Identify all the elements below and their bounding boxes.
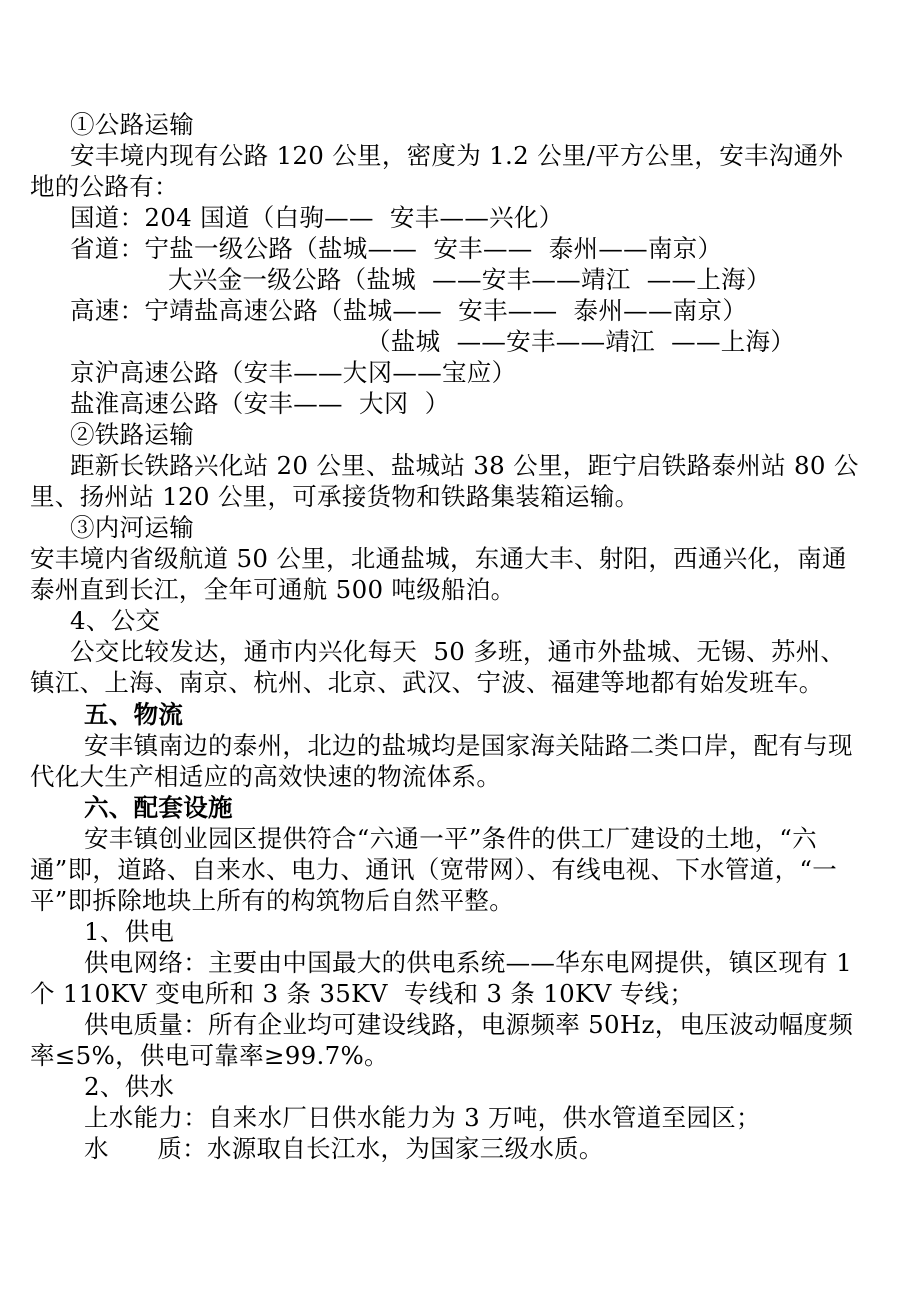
paragraph-line: 安丰境内省级航道 50 公里，北通盐城，东通大丰、射阳，西通兴化，南通 — [30, 544, 847, 573]
paragraph-line: 公交比较发达，通市内兴化每天 50 多班，通市外盐城、无锡、苏州、 — [70, 637, 846, 666]
section-heading-facilities: 六、配套设施 — [84, 793, 233, 822]
paragraph-line: 盐淮高速公路（安丰—— 大冈 ） — [70, 389, 450, 418]
paragraph-line: 供电网络：主要由中国最大的供电系统——华东电网提供，镇区现有 1 — [84, 948, 852, 977]
paragraph-line: 安丰境内现有公路 120 公里，密度为 1.2 公里/平方公里，安丰沟通外 — [70, 141, 844, 170]
paragraph-line: 京沪高速公路（安丰——大冈——宝应） — [70, 358, 517, 387]
paragraph-line: 高速：宁靖盐高速公路（盐城—— 安丰—— 泰州——南京） — [70, 296, 748, 325]
section-heading-logistics: 五、物流 — [84, 700, 184, 729]
paragraph-line: 地的公路有： — [30, 172, 179, 201]
paragraph-line: （盐城 ——安丰——靖江 ——上海） — [366, 327, 796, 356]
paragraph-line: 供电质量：所有企业均可建设线路，电源频率 50Hz，电压波动幅度频 — [84, 1010, 854, 1039]
paragraph-line: 水 质：水源取自长江水，为国家三级水质。 — [84, 1134, 604, 1163]
heading-railway-transport: ②铁路运输 — [70, 420, 194, 449]
paragraph-line: 上水能力：自来水厂日供水能力为 3 万吨，供水管道至园区； — [84, 1103, 761, 1132]
paragraph-line: 大兴金一级公路（盐城 ——安丰——靖江 ——上海） — [168, 265, 771, 294]
paragraph-line: 通”即，道路、自来水、电力、通讯（宽带网）、有线电视、下水管道，“一 — [30, 855, 837, 884]
heading-river-transport: ③内河运输 — [70, 513, 194, 542]
paragraph-line: 泰州直到长江，全年可通航 500 吨级船泊。 — [30, 575, 516, 604]
paragraph-line: 率≤5%，供电可靠率≥99.7%。 — [30, 1041, 389, 1070]
subheading-power-supply: 1、供电 — [84, 917, 175, 946]
paragraph-line: 平”即拆除地块上所有的构筑物后自然平整。 — [30, 886, 515, 915]
paragraph-line: 里、扬州站 120 公里，可承接货物和铁路集装箱运输。 — [30, 482, 640, 511]
paragraph-line: 安丰镇南边的泰州，北边的盐城均是国家海关陆路二类口岸，配有与现 — [84, 731, 853, 760]
paragraph-line: 省道：宁盐一级公路（盐城—— 安丰—— 泰州——南京） — [70, 234, 723, 263]
heading-highway-transport: ①公路运输 — [70, 110, 194, 139]
paragraph-line: 代化大生产相适应的高效快速的物流体系。 — [30, 762, 502, 791]
subheading-water-supply: 2、供水 — [84, 1072, 175, 1101]
paragraph-line: 个 110KV 变电所和 3 条 35KV 专线和 3 条 10KV 专线； — [30, 979, 695, 1008]
heading-public-transit: 4、公交 — [70, 606, 161, 635]
paragraph-line: 安丰镇创业园区提供符合“六通一平”条件的供工厂建设的土地，“六 — [84, 824, 817, 853]
paragraph-line: 国道：204 国道（白驹—— 安丰——兴化） — [70, 203, 564, 232]
paragraph-line: 距新长铁路兴化站 20 公里、盐城站 38 公里，距宁启铁路泰州站 80 公 — [70, 451, 859, 480]
paragraph-line: 镇江、上海、南京、杭州、北京、武汉、宁波、福建等地都有始发班车。 — [30, 668, 824, 697]
